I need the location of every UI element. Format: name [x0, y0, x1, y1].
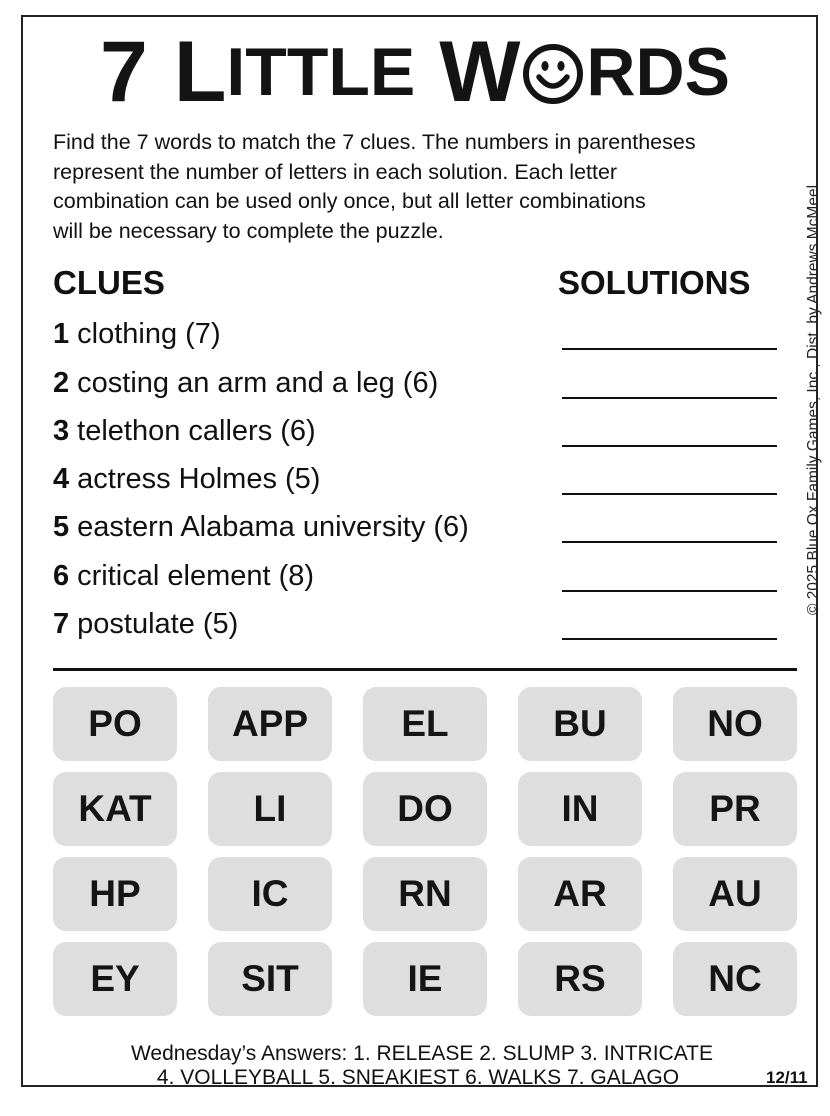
title-word2-rest: RDS: [586, 34, 730, 110]
clue-4: [53, 461, 320, 497]
clue-1: [53, 316, 221, 352]
title-word1-rest: ITTLE: [226, 34, 416, 110]
letter-tile[interactable]: EY: [53, 942, 177, 1016]
instructions-line: Find the 7 words to match the 7 clues. The numbers in parentheses: [53, 130, 696, 154]
letter-tile[interactable]: AR: [518, 857, 642, 931]
letter-tile[interactable]: KAT: [53, 772, 177, 846]
previous-answers-line-1: Wednesday’s Answers: 1. RELEASE 2. SLUMP 3. INTRICATE: [130, 1042, 713, 1065]
clue-number: 1: [53, 318, 70, 350]
clue-text: clothing (7): [77, 318, 221, 350]
letter-tile[interactable]: RS: [518, 942, 642, 1016]
clue-text: actress Holmes (5): [77, 463, 321, 495]
instructions: [53, 128, 803, 246]
solution-blank-4[interactable]: [562, 493, 777, 495]
letter-tile[interactable]: PO: [53, 687, 177, 761]
letter-tile[interactable]: APP: [208, 687, 332, 761]
letter-tile[interactable]: IN: [518, 772, 642, 846]
clue-number: 3: [53, 415, 70, 447]
letter-tile[interactable]: IC: [208, 857, 332, 931]
clue-number: 2: [53, 367, 70, 399]
letter-tile[interactable]: EL: [363, 687, 487, 761]
clue-text: critical element (8): [77, 560, 315, 592]
letter-tile[interactable]: LI: [208, 772, 332, 846]
instructions-line: combination can be used only once, but all letter combinations: [53, 189, 646, 213]
letter-tile[interactable]: DO: [363, 772, 487, 846]
clue-text: eastern Alabama university (6): [77, 511, 469, 543]
clue-7: [53, 606, 238, 642]
solution-blank-5[interactable]: [562, 541, 777, 543]
clue-text: postulate (5): [77, 608, 239, 640]
solution-blank-7[interactable]: [562, 638, 777, 640]
instructions-line: will be necessary to complete the puzzle.: [53, 218, 444, 243]
letter-tile[interactable]: NO: [673, 687, 797, 761]
clue-2: [53, 365, 438, 401]
solution-blank-6[interactable]: [562, 590, 777, 592]
section-divider: [53, 668, 797, 671]
clue-number: 5: [53, 511, 70, 543]
clue-text: telethon callers (6): [77, 415, 316, 447]
puzzle-date: 12/11: [766, 1068, 808, 1087]
letter-tile[interactable]: SIT: [208, 942, 332, 1016]
clue-5: [53, 509, 469, 545]
letter-tile[interactable]: RN: [363, 857, 487, 931]
letter-tile[interactable]: AU: [673, 857, 797, 931]
letter-tile[interactable]: IE: [363, 942, 487, 1016]
clue-number: 6: [53, 560, 70, 592]
clues-header: CLUES: [53, 264, 165, 301]
title-number: 7: [100, 24, 148, 120]
letter-tile[interactable]: PR: [673, 772, 797, 846]
solution-blank-1[interactable]: [562, 348, 777, 350]
letter-tile[interactable]: BU: [518, 687, 642, 761]
clue-number: 7: [53, 608, 70, 640]
clue-number: 4: [53, 463, 70, 495]
smiley-face-icon: [522, 43, 584, 105]
title-word2-initial: W: [439, 24, 521, 120]
letter-tile[interactable]: HP: [53, 857, 177, 931]
solutions-header: SOLUTIONS: [558, 264, 751, 301]
clue-6: [53, 558, 314, 594]
letter-tile[interactable]: NC: [673, 942, 797, 1016]
instructions-line: represent the number of letters in each solution. Each letter: [53, 159, 618, 184]
solution-blank-3[interactable]: [562, 445, 777, 447]
title-word1-initial: L: [173, 24, 227, 120]
copyright-notice: © 2025 Blue Ox Family Games, Inc., Dist. by Andrews McMeel: [805, 184, 822, 616]
solution-blank-2[interactable]: [562, 397, 777, 399]
clue-3: [53, 413, 316, 449]
previous-answers-line-2: 4. VOLLEYBALL 5. SNEAKIEST 6. WALKS 7. GALAGO: [156, 1066, 680, 1089]
puzzle-title: [0, 22, 830, 122]
clue-text: costing an arm and a leg (6): [77, 367, 439, 399]
